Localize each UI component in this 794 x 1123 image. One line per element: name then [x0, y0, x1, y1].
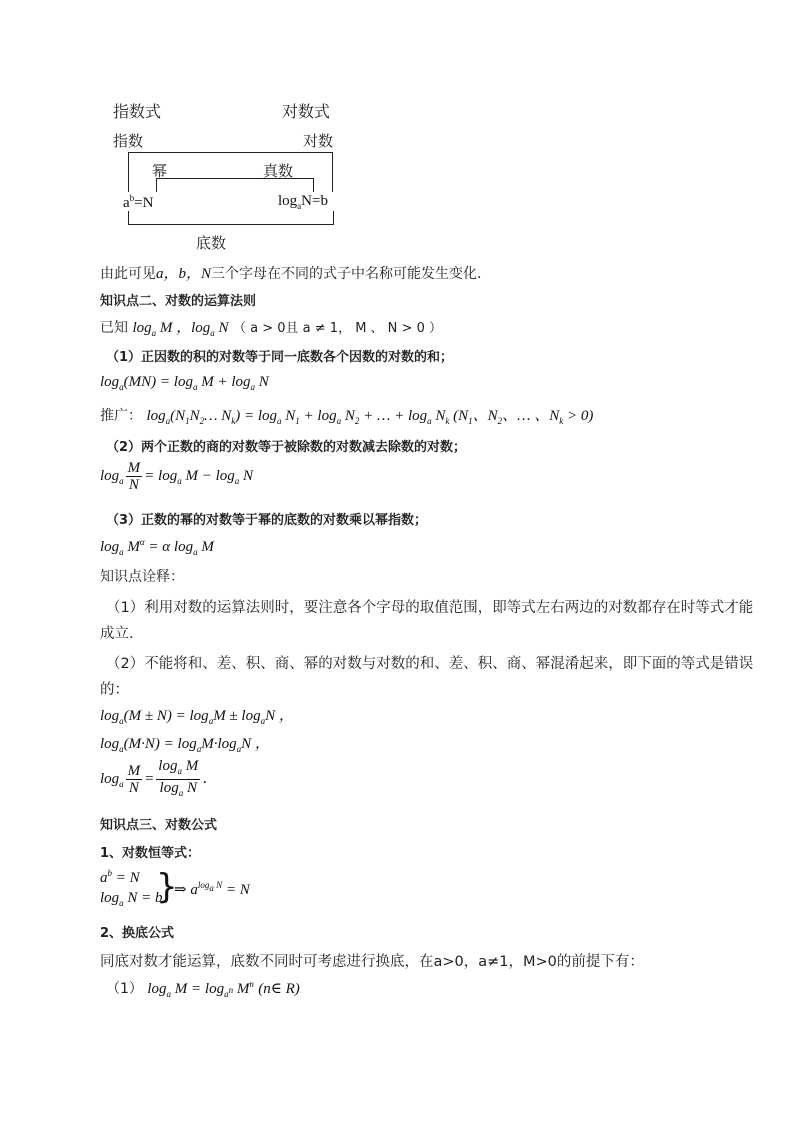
- wrong-formula-1: $\log_a(M \pm N) = \log_aM \pm \log_aN$ ，: [100, 708, 294, 726]
- known-line: 已知 $\log_a M$ ，$\log_a N$ （ a > 0且 a ≠ 1， M 、 N > 0 ）: [100, 320, 442, 338]
- document-page: 指数式 对数式 指数 对数 幂 真数 $a^b=N$ $\log_aN=b$ 底数 由此可见a，b，N三个字母在不同的式子中名称可能发生变化． 知识点二、对数的运算法则 已知 $\log_a M$ ，$\log_a N$ （ a > 0且 a ≠ 1， M 、 N > 0 ） （1）正因数的积的对数等于同一底数各个因数的对数的和； $\log_a(MN) = \log_a M + \log_a N$ 推广： $\log_a(N_1N_2\dots$ $N_k) = \log_a N_1 + \log_a N_2$ + … + $\log_a N_k$ ($N_1$、$N_2$、… 、$N_k > 0$) （2）两个正数的商的对数等于被除数的对数减去除数的对数； $\log_a$ $\frac{M}{N}$ = $\log_a M - \log_a N$ （3）正数的幂的对数等于幂的底数的对数乘以幂指数； $\log_a M^\alpha = \alpha$ $\log_a M$ 知识点诠释： （1）利用对数的运算法则时，要注意各个字母的取值范围，即等式左右两边的对数都存在时等式才能 成立． （2）不能将和、差、积、商、幂的对数与对数的和、差、积、商、幂混淆起来，即下面的等式是错误 的： $\log_a(M \pm N) = \log_aM \pm \log_aN$ ， $\log_a(M\cdot N) = \log_aM\cdot\log_aN$ ， $\log_a$ $\frac{M}{N}$ = $\frac{\log_a M}{\log_a N}$ ． 知识点三、对数公式 1、对数恒等式： $a^b = N$ $\log_a N = b$ } ⇒ $a^{log_a N} = N$ 2、换底公式 同底对数才能运算，底数不同时可考虑进行换底，在a>0，a≠1，M>0的前提下有： （1） $\log_a M = \log_{a^n} M^n$ (n∈ R): [0, 0, 794, 1123]
- bottom-bracket-right: [333, 211, 334, 225]
- diagram-base-label: 底数: [196, 234, 227, 252]
- explain2b: 的：: [100, 682, 129, 698]
- change-desc: 同底对数才能运算，底数不同时可考虑进行换底，在a>0，a≠1，M>0的前提下有：: [100, 954, 644, 970]
- diagram-right-title: 对数式: [282, 102, 331, 121]
- rule3-title: （3）正数的幂的对数等于幂的底数的对数乘以幂指数；: [106, 513, 428, 528]
- rule2-title: （2）两个正数的商的对数等于被除数的对数减去除数的对数；: [106, 440, 467, 455]
- wrong-formula-3: $\log_a$ $\frac{M}{N}$ = $\frac{\log_a M}{\log_a N}$ ．: [100, 758, 218, 798]
- paragraph-names-change: 由此可见a，b，N三个字母在不同的式子中名称可能发生变化．: [100, 266, 492, 282]
- outer-bracket-left: [128, 152, 129, 192]
- diagram-left-title: 指数式: [113, 102, 162, 121]
- rule3-formula: $\log_a M^\alpha = \alpha$ $\log_a M$: [100, 537, 214, 557]
- explain2: （2）不能将和、差、积、商、幂的对数与对数的和、差、积、商、幂混淆起来，即下面的等式是错误: [106, 656, 754, 672]
- diagram-right-label: 对数: [303, 132, 334, 150]
- diagram-left-label: 指数: [113, 132, 144, 150]
- generalize-line: 推广： $\log_a(N_1N_2\dots$ $N_k) = \log_a N_1 + \log_a N_2$ + … + $\log_a N_k$ ($N_1$、$N_2$、… 、$N_k > 0$): [100, 408, 594, 426]
- explain1: （1）利用对数的运算法则时，要注意各个字母的取值范围，即等式左右两边的对数都存在时等式才能: [106, 600, 754, 616]
- identity-title: 1、对数恒等式：: [100, 846, 201, 861]
- bottom-bracket-left: [128, 211, 129, 225]
- outer-bracket-top: [128, 152, 333, 153]
- diagram-antilog-label: 真数: [263, 162, 294, 180]
- rule2-formula: $\log_a$ $\frac{M}{N}$ = $\log_a M - \log_a N$: [100, 460, 254, 493]
- right-brace: }: [156, 867, 178, 907]
- explain-title: 知识点诠释：: [100, 569, 184, 585]
- section2-title: 知识点二、对数的运算法则: [100, 294, 257, 309]
- diagram-log-formula: $\log_aN=b$: [278, 193, 328, 211]
- diagram-power-label: 幂: [152, 162, 168, 180]
- rule1-formula: $\log_a(MN) = \log_a M + \log_a N$: [100, 374, 269, 392]
- diagram-exp-formula: $a^b=N$: [123, 193, 154, 211]
- wrong-formula-2: $\log_a(M\cdot N) = \log_aM\cdot\log_aN$ ，: [100, 736, 270, 754]
- explain1b: 成立．: [100, 626, 144, 642]
- inner-bracket-right: [313, 178, 314, 192]
- change1-line: （1） $\log_a M = \log_{a^n} M^n$ (n∈ R): [106, 979, 300, 999]
- section3-title: 知识点三、对数公式: [100, 818, 218, 833]
- outer-bracket-right: [332, 152, 333, 192]
- rule1-title: （1）正因数的积的对数等于同一底数各个因数的对数的和；: [106, 350, 454, 365]
- change-title: 2、换底公式: [100, 926, 175, 941]
- bottom-bracket-line: [128, 224, 334, 225]
